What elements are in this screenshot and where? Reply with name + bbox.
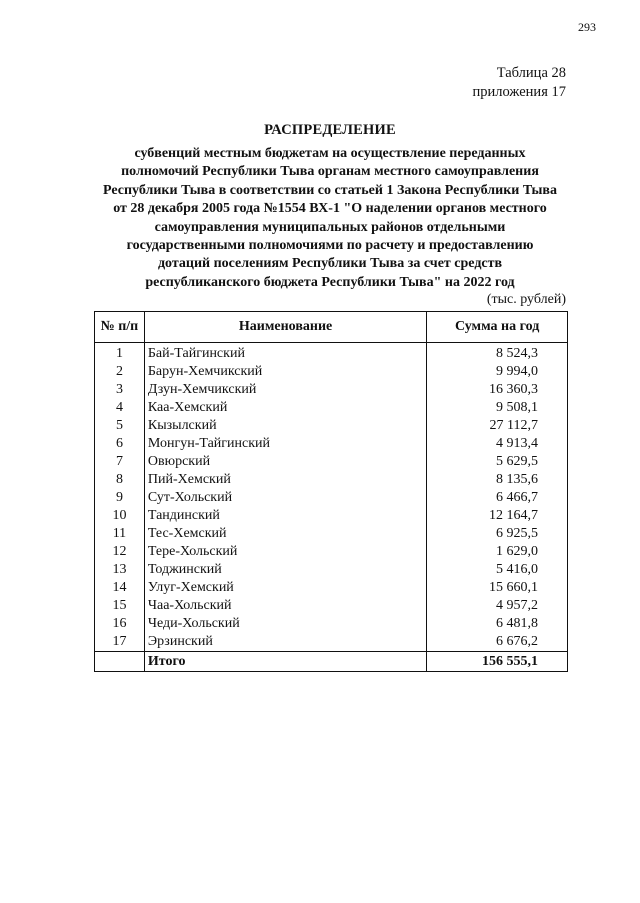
row-number-cell: 17 (95, 633, 145, 652)
table-row (95, 633, 568, 652)
subtitle-line: от 28 декабря 2005 года №1554 ВХ-1 "О наделении органов местного (113, 201, 547, 217)
row-number-cell: 8 (95, 471, 145, 489)
row-number-cell: 9 (95, 489, 145, 507)
row-number-cell: 12 (95, 543, 145, 561)
table-row (95, 471, 568, 489)
allocation-table (94, 311, 568, 672)
amount-cell: 6 676,2 (427, 633, 568, 652)
table-row (95, 453, 568, 471)
table-row (95, 417, 568, 435)
district-name-cell: Сут-Хольский (144, 489, 426, 507)
row-number-cell: 10 (95, 507, 145, 525)
row-number-cell: 5 (95, 417, 145, 435)
subtitle-line: полномочий Республики Тыва органам местного самоуправления (121, 164, 539, 180)
amount-cell: 8 135,6 (427, 471, 568, 489)
row-number-cell: 16 (95, 615, 145, 633)
district-name-cell: Тоджинский (144, 561, 426, 579)
subtitle-line: государственными полномочиями по расчету и предоставлению (126, 238, 534, 254)
table-number: Таблица 28 (496, 65, 566, 81)
subtitle-line: Республики Тыва в соответствии со статьей 1 Закона Республики Тыва (103, 182, 557, 198)
district-name-cell: Бай-Тайгинский (144, 343, 426, 364)
table-row (95, 489, 568, 507)
row-number-cell: 4 (95, 399, 145, 417)
total-amount: 156 555,1 (427, 652, 568, 672)
total-row (95, 652, 568, 672)
district-name-cell: Тес-Хемский (144, 525, 426, 543)
header-number: № п/п (95, 312, 145, 343)
amount-cell: 9 508,1 (427, 399, 568, 417)
amount-cell: 6 925,5 (427, 525, 568, 543)
district-name-cell: Эрзинский (144, 633, 426, 652)
table-row (95, 507, 568, 525)
district-name-cell: Овюрский (144, 453, 426, 471)
row-number-cell: 7 (95, 453, 145, 471)
district-name-cell: Чеди-Хольский (144, 615, 426, 633)
amount-cell: 1 629,0 (427, 543, 568, 561)
amount-cell: 27 112,7 (427, 417, 568, 435)
row-number-cell: 3 (95, 381, 145, 399)
amount-cell: 4 913,4 (427, 435, 568, 453)
amount-cell: 9 994,0 (427, 363, 568, 381)
table-row (95, 615, 568, 633)
table-row (95, 363, 568, 381)
table-row (95, 381, 568, 399)
row-number-cell: 6 (95, 435, 145, 453)
row-number-cell: 15 (95, 597, 145, 615)
row-number-cell: 14 (95, 579, 145, 597)
header-name: Наименование (144, 312, 426, 343)
table-row (95, 561, 568, 579)
amount-cell: 8 524,3 (427, 343, 568, 364)
district-name-cell: Пий-Хемский (144, 471, 426, 489)
table-row (95, 543, 568, 561)
amount-cell: 16 360,3 (427, 381, 568, 399)
table-row (95, 435, 568, 453)
district-name-cell: Улуг-Хемский (144, 579, 426, 597)
subtitle-line: дотаций поселениям Республики Тыва за счет средств (157, 256, 503, 272)
district-name-cell: Барун-Хемчикский (144, 363, 426, 381)
district-name-cell: Монгун-Тайгинский (144, 435, 426, 453)
row-number-cell: 1 (95, 343, 145, 364)
amount-cell: 5 416,0 (427, 561, 568, 579)
district-name-cell: Чаа-Хольский (144, 597, 426, 615)
table-header-row (95, 312, 568, 343)
district-name-cell: Дзун-Хемчикский (144, 381, 426, 399)
row-number-cell: 11 (95, 525, 145, 543)
district-name-cell: Тере-Хольский (144, 543, 426, 561)
document-subtitle (80, 145, 580, 292)
amount-cell: 6 481,8 (427, 615, 568, 633)
table-row (95, 399, 568, 417)
row-number-cell: 2 (95, 363, 145, 381)
amount-cell: 12 164,7 (427, 507, 568, 525)
amount-cell: 4 957,2 (427, 597, 568, 615)
table-row (95, 579, 568, 597)
total-number-cell (95, 652, 145, 672)
page-number: 293 (578, 20, 596, 34)
subtitle-line: самоуправления муниципальных районов отдельными (154, 219, 506, 235)
appendix-number: приложения 17 (472, 84, 566, 100)
units-label: (тыс. рублей) (486, 292, 566, 307)
row-number-cell: 13 (95, 561, 145, 579)
district-name-cell: Каа-Хемский (144, 399, 426, 417)
table-row (95, 343, 568, 364)
table-row (95, 597, 568, 615)
document-title: РАСПРЕДЕЛЕНИЕ (264, 122, 396, 138)
header-sum: Сумма на год (427, 312, 568, 343)
subtitle-line: субвенций местным бюджетам на осуществление переданных (134, 146, 526, 161)
subtitle-line: республиканского бюджета Республики Тыва" на 2022 год (145, 274, 515, 290)
district-name-cell: Кызылский (144, 417, 426, 435)
amount-cell: 6 466,7 (427, 489, 568, 507)
amount-cell: 15 660,1 (427, 579, 568, 597)
amount-cell: 5 629,5 (427, 453, 568, 471)
table-body (95, 343, 568, 672)
district-name-cell: Тандинский (144, 507, 426, 525)
appendix-reference (473, 64, 566, 102)
total-label: Итого (144, 652, 426, 672)
table-row (95, 525, 568, 543)
